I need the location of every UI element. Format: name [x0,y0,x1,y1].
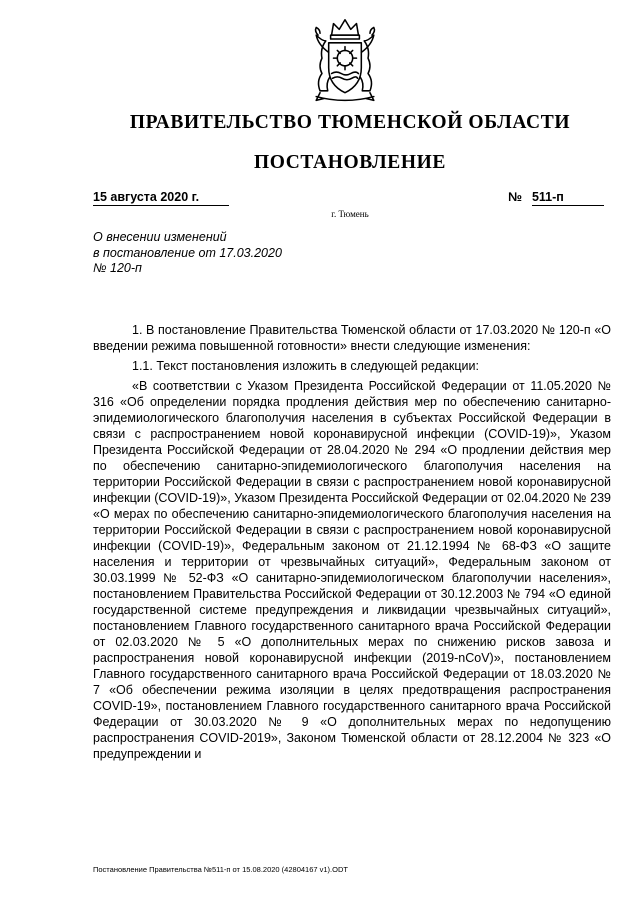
document-city: г. Тюмень [331,209,369,219]
document-date: 15 августа 2020 г. [93,190,229,206]
number-sign: № [508,190,522,204]
subject-line: в постановление от 17.03.2020 [93,245,282,260]
body-paragraph: «В соответствии с Указом Президента Российской Федерации от 11.05.2020 № 316 «Об определении порядка продления действия мер по обеспечению санитарно-эпидемиологического благополучия населения в субъектах Российской Федерации в связи с распространением новой коронавирусной инфекции (COVID-19)», Указом Президента Российской Федерации от 28.04.2020 № 294 «О продлении действия мер по обеспечению санитарно-эпидемиологического благополучия населения на территории Российской Федерации в связи с распространением новой коронавирусной инфекции (COVID-19)», Указом Президента Российской Федерации от 02.04.2020 № 239 «О мерах по обеспечению санитарно-эпидемиологического благополучия населения на территории Российской Федерации в связи с распространением новой коронавирусной инфекции (COVID-19)», Федеральным законом от 21.12.1994 № 68-ФЗ «О защите населения и территории от чрезвычайных ситуаций», Федеральным законом от 30.03.1999 № 52-ФЗ «О санитарно-эпидемиологическом благополучии населения», постановлением Правительства Российской Федерации от 30.12.2003 № 794 «О единой государственной системе предупреждения и ликвидации чрезвычайных ситуаций», постановлением Главного государственного санитарного врача Российской Федерации от 02.03.2020 № 5 «О дополнительных мерах по снижению рисков завоза и распространения новой коронавирусной инфекции (2019-nCoV)», постановлением Главного государственного санитарного врача Российской Федерации от 18.03.2020 № 7 «Об обеспечении режима изоляции в целях предотвращения распространения COVID-19», постановлением Главного государственного санитарного врача Российской Федерации от 30.03.2020 № 9 «О дополнительных мерах по недопущению распространения COVID-2019», Законом Тюменской области от 28.12.2004 № 323 «О предупреждении и [93,379,611,761]
subject-line: № 120-п [93,261,142,275]
subject-line: О внесении изменений [93,230,227,244]
body-paragraph: 1. В постановление Правительства Тюменской области от 17.03.2020 № 120-п «О введении режима повышенной готовности» внести следующие изменения: [93,323,611,353]
document-number-field [508,190,604,206]
document-type: ПОСТАНОВЛЕНИЕ [253,152,447,173]
government-title: ПРАВИТЕЛЬСТВО ТЮМЕНСКОЙ ОБЛАСТИ [129,112,571,133]
document-footer: Постановление Правительства №511-п от 15.08.2020 (42804167 v1).ODT [93,865,348,874]
tyumen-oblast-coat-of-arms-icon [296,14,394,110]
document-body [93,322,611,762]
document-number: 511-п [532,190,604,206]
body-paragraph: 1.1. Текст постановления изложить в следующей редакции: [132,359,479,373]
document-subject [93,230,353,277]
